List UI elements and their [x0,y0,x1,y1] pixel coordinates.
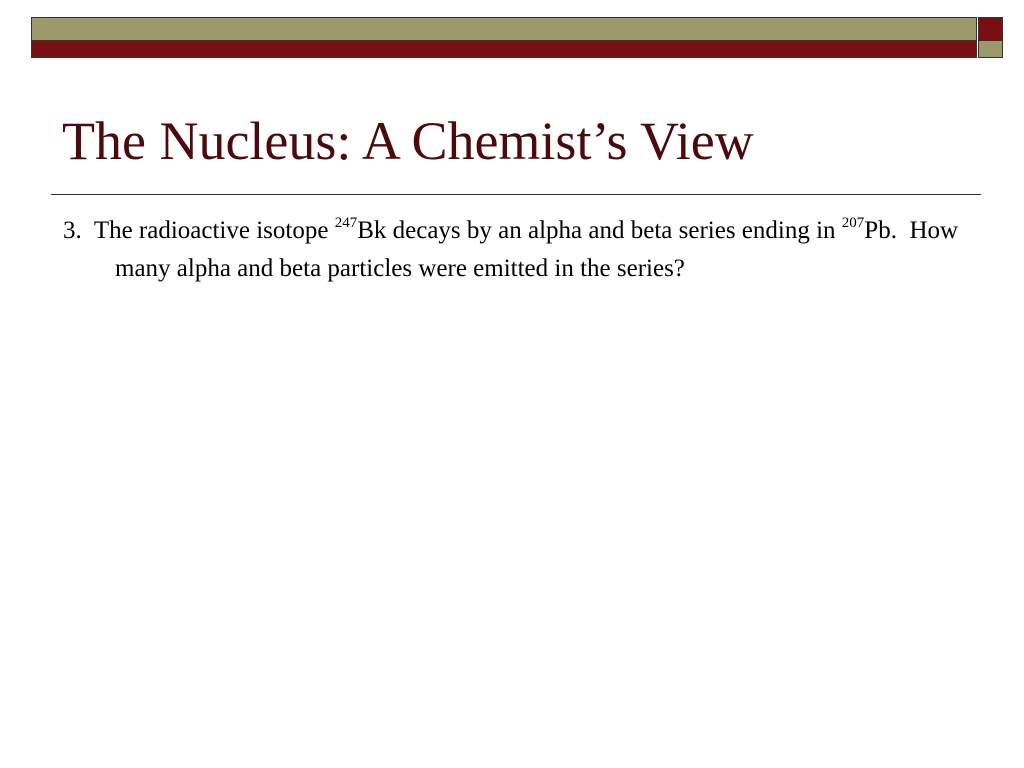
question-paragraph [63,212,1005,288]
question-text-middle: decays by an alpha and beta series ending in [392,217,836,244]
bk-symbol: Bk [357,217,387,244]
corner-square-maroon [978,17,1003,41]
question-text-end: . How many alpha and beta particles were emitted in the series? [115,217,965,282]
bk-mass-number: 247 [334,214,358,231]
corner-square-olive [978,41,1003,58]
header-bar-maroon [31,41,977,58]
question-text-intro: The radioactive isotope [93,217,329,244]
question-number: 3. [63,217,82,244]
pb-mass-number: 207 [841,214,865,231]
title-divider [51,194,981,195]
slide-title: The Nucleus: A Chemist’s View [62,111,754,171]
header-bar-olive [31,17,977,41]
pb-symbol: Pb [864,217,891,244]
